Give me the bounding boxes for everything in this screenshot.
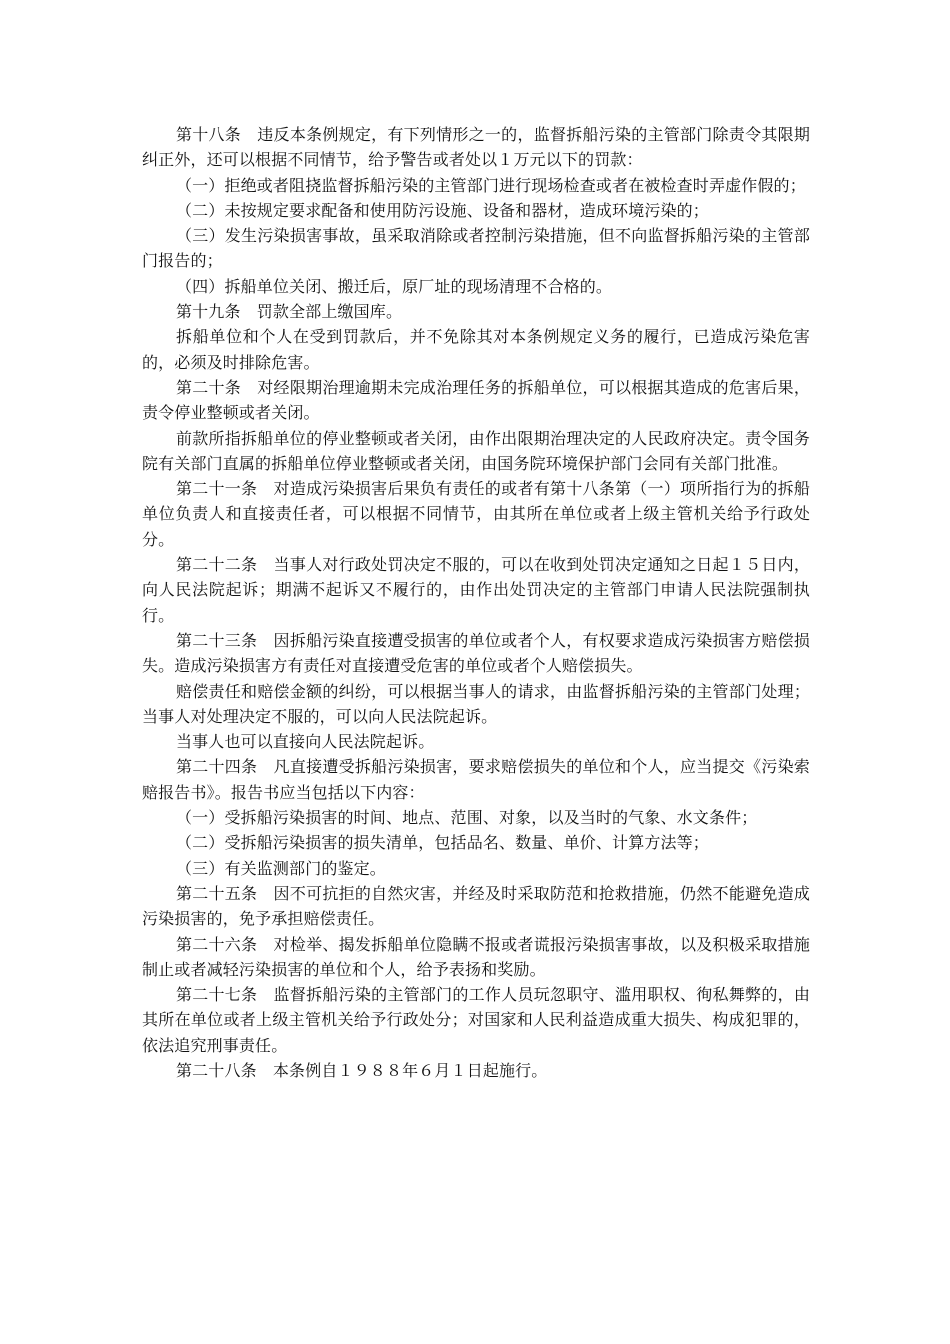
article-24-item-1: （一）受拆船污染损害的时间、地点、范围、对象，以及当时的气象、水文条件； [176, 808, 758, 828]
article-27: 第二十七条 监督拆船污染的主管部门的工作人员玩忽职守、滥用职权、徇私舞弊的，由其所在单位或者上级主管机关给予行政处分；对国家和人民利益造成重大损失、构成犯罪的，依法追究刑事责任。 [142, 985, 810, 1055]
article-22: 第二十二条 当事人对行政处罚决定不服的，可以在收到处罚决定通知之日起１５日内，向人民法院起诉；期满不起诉又不履行的，由作出处罚决定的主管部门申请人民法院强制执行。 [142, 555, 810, 625]
article-23: 第二十三条 因拆船污染直接遭受损害的单位或者个人，有权要求造成污染损害方赔偿损失。造成污染损害方有责任对直接遭受危害的单位或者个人赔偿损失。 [142, 630, 810, 676]
document-body [142, 122, 810, 1083]
article-19: 第十九条 罚款全部上缴国库。 [176, 302, 403, 322]
article-24-item-2: （二）受拆船污染损害的损失清单，包括品名、数量、单价、计算方法等； [176, 833, 709, 853]
article-18-item-1: （一）拒绝或者阻挠监督拆船污染的主管部门进行现场检查或者在被检查时弄虚作假的； [176, 175, 806, 195]
article-25: 第二十五条 因不可抗拒的自然灾害，并经及时采取防范和抢救措施，仍然不能避免造成污染损害的，免予承担赔偿责任。 [142, 883, 810, 929]
article-18-item-2: （二）未按规定要求配备和使用防污设施、设备和器材，造成环境污染的； [176, 200, 709, 220]
article-20-paragraph-2: 前款所指拆船单位的停业整顿或者关闭，由作出限期治理决定的人民政府决定。责令国务院有关部门直属的拆船单位停业整顿或者关闭，由国务院环境保护部门会同有关部门批准。 [142, 428, 810, 473]
article-24: 第二十四条 凡直接遭受拆船污染损害，要求赔偿损失的单位和个人，应当提交《污染索赔报告书》。报告书应当包括以下内容： [142, 757, 810, 802]
article-28: 第二十八条 本条例自１９８８年６月１日起施行。 [176, 1060, 548, 1080]
article-24-item-3: （三）有关监测部门的鉴定。 [176, 858, 386, 878]
article-21: 第二十一条 对造成污染损害后果负有责任的或者有第十八条第（一）项所指行为的拆船单位负责人和直接责任者，可以根据不同情节，由其所在单位或者上级主管机关给予行政处分。 [142, 479, 810, 549]
article-26: 第二十六条 对检举、揭发拆船单位隐瞒不报或者谎报污染损害事故，以及积极采取措施制止或者减轻污染损害的单位和个人，给予表扬和奖励。 [142, 934, 810, 979]
article-23-paragraph-2: 赔偿责任和赔偿金额的纠纷，可以根据当事人的请求，由监督拆船污染的主管部门处理；当事人对处理决定不服的，可以向人民法院起诉。 [142, 681, 810, 726]
article-18-item-4: （四）拆船单位关闭、搬迁后，原厂址的现场清理不合格的。 [176, 276, 613, 296]
article-19-paragraph-2: 拆船单位和个人在受到罚款后，并不免除其对本条例规定义务的履行，已造成污染危害的，必须及时排除危害。 [142, 327, 810, 372]
article-18: 第十八条 违反本条例规定，有下列情形之一的，监督拆船污染的主管部门除责令其限期纠正外，还可以根据不同情节，给予警告或者处以１万元以下的罚款： [142, 125, 810, 170]
article-20: 第二十条 对经限期治理逾期未完成治理任务的拆船单位，可以根据其造成的危害后果，责令停业整顿或者关闭。 [142, 377, 810, 423]
article-18-item-3: （三）发生污染损害事故，虽采取消除或者控制污染措施，但不向监督拆船污染的主管部门报告的； [142, 226, 810, 271]
article-23-paragraph-3: 当事人也可以直接向人民法院起诉。 [176, 732, 435, 752]
